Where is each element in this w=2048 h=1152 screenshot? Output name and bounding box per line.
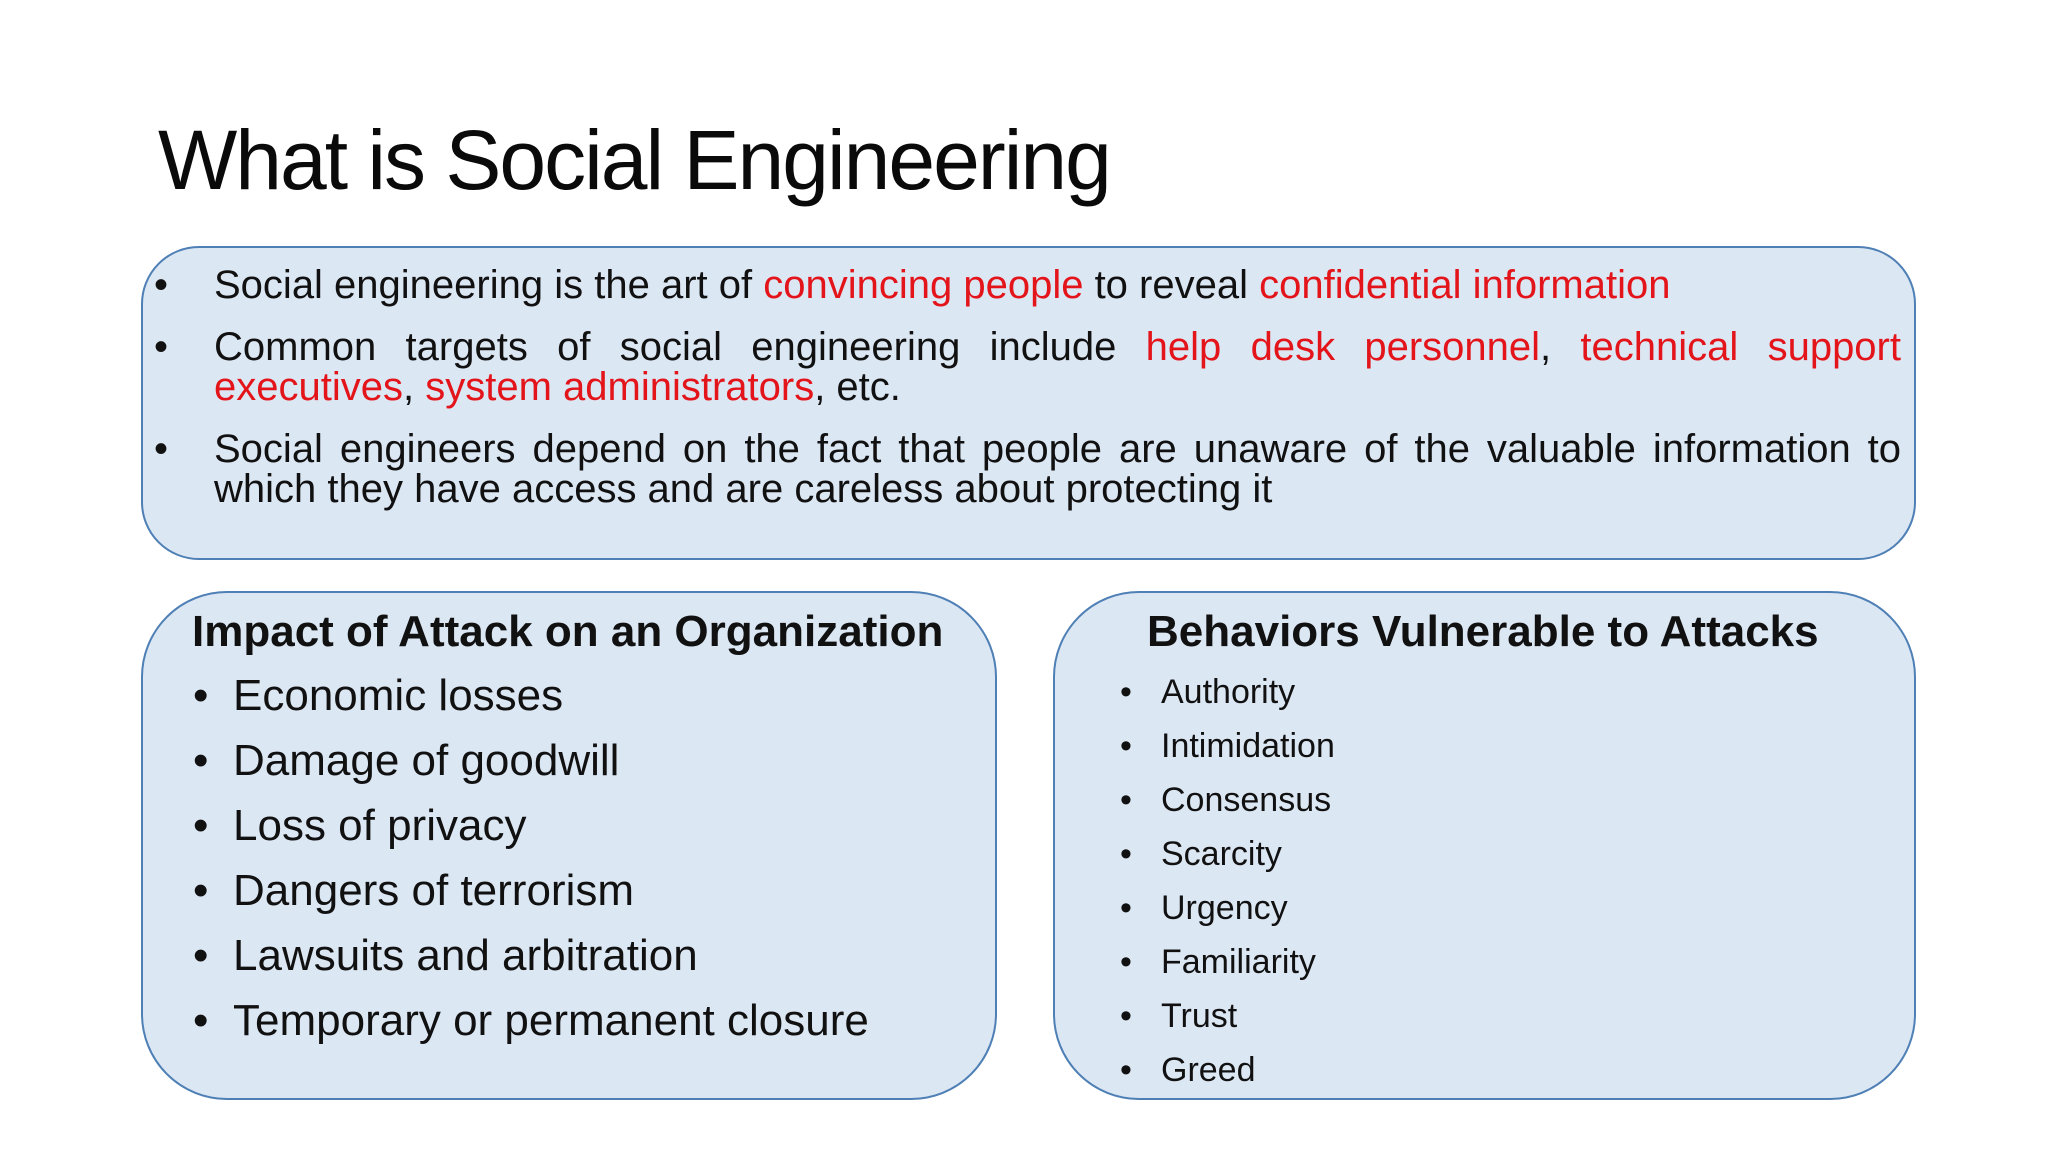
highlight-text: convincing people [763,263,1084,307]
behavior-item-text: Greed [1161,1051,1256,1089]
behavior-item [1120,945,1335,999]
behavior-item-text: Familiarity [1161,943,1316,981]
bullet-icon: • [193,736,209,785]
bullet-icon: • [193,801,209,850]
highlight-text: help desk personnel [1145,325,1541,369]
behavior-item [1120,729,1335,783]
bullet-icon: • [193,671,209,720]
intro-list [154,265,1901,531]
impact-item [193,736,869,804]
bullet-icon: • [193,996,209,1045]
behavior-item-text: Authority [1161,673,1296,711]
impact-item [193,801,869,869]
behavior-item-text: Trust [1161,997,1238,1035]
impact-item-text: Lawsuits and arbitration [233,931,698,980]
intro-text: to reveal [1083,263,1260,307]
intro-item [154,327,1901,407]
bullet-icon: • [1120,889,1132,927]
intro-text: Common targets of social engineering include [214,325,1146,369]
impact-item-text: Loss of privacy [233,801,527,850]
bullet-icon: • [1120,1051,1132,1089]
highlight-text: technical support executives [214,325,1901,409]
intro-item [154,429,1901,509]
intro-text: , etc. [814,365,901,409]
intro-text: Social engineers depend on the fact that people are unaware of the valuable information to which they have access and are careless about protecting it [214,427,1901,511]
bullet-icon: • [154,325,169,369]
bullet-icon: • [1120,997,1132,1035]
bullet-icon: • [1120,727,1132,765]
intro-text: Social engineering is the art of [214,263,764,307]
intro-item [154,265,1901,305]
impact-item [193,866,869,934]
bullet-icon: • [193,866,209,915]
impact-item [193,931,869,999]
impact-list [193,671,869,1064]
bullet-icon: • [1120,943,1132,981]
impact-item-text: Temporary or permanent closure [233,996,869,1045]
behavior-item [1120,837,1335,891]
highlight-text: system administrators [425,365,815,409]
behavior-item-text: Scarcity [1161,835,1282,873]
impact-item-text: Damage of goodwill [233,736,620,785]
behavior-item [1120,1053,1335,1107]
behaviors-list [1120,675,1335,1107]
bullet-icon: • [1120,673,1132,711]
behavior-item-text: Urgency [1161,889,1288,927]
behavior-item [1120,891,1335,945]
intro-text: , [402,365,426,409]
behavior-item [1120,783,1335,837]
bullet-icon: • [1120,835,1132,873]
impact-heading: Impact of Attack on an Organization [192,607,944,656]
slide-title: What is Social Engineering [158,113,1110,207]
behaviors-heading: Behaviors Vulnerable to Attacks [1147,607,1819,656]
highlight-text: confidential information [1259,263,1671,307]
bullet-icon: • [193,931,209,980]
bullet-icon: • [154,427,169,471]
behavior-item-text: Consensus [1161,781,1332,819]
behavior-item [1120,675,1335,729]
impact-item-text: Economic losses [233,671,564,720]
impact-item [193,671,869,739]
bullet-icon: • [1120,781,1132,819]
intro-text: , [1540,325,1581,369]
behavior-item-text: Intimidation [1161,727,1335,765]
bullet-icon: • [154,263,169,307]
behavior-item [1120,999,1335,1053]
impact-item-text: Dangers of terrorism [233,866,635,915]
impact-item [193,996,869,1064]
